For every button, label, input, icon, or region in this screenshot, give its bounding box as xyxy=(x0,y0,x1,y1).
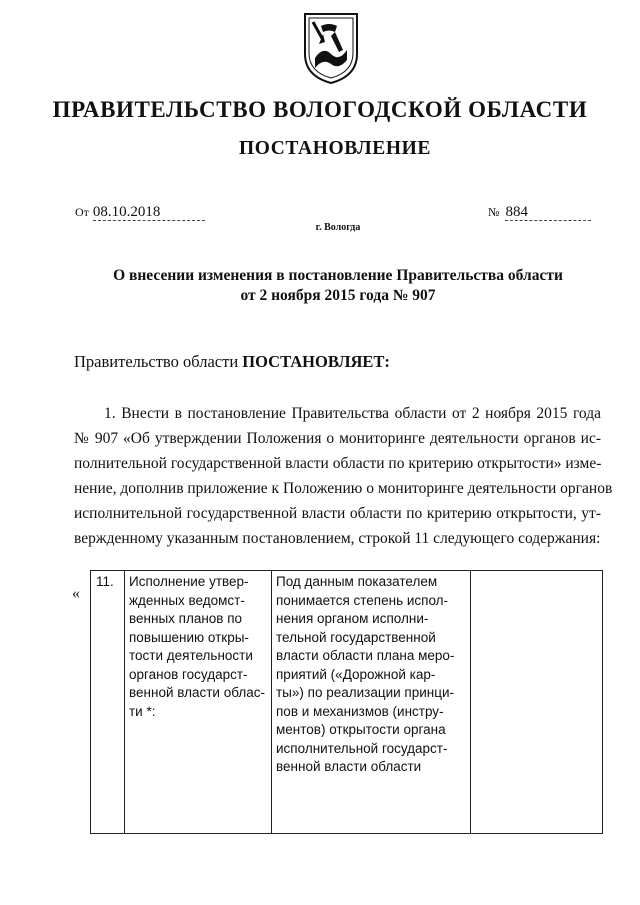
table-cell-line: Под данным показателем xyxy=(276,574,438,589)
table-cell-line: венной власти облас- xyxy=(129,685,265,700)
paragraph-line: полнительной государственной власти области по критерию открытости» изме- xyxy=(74,455,602,472)
date-value: 08.10.2018 xyxy=(93,204,205,221)
table-cell-line: венной власти области xyxy=(276,759,422,774)
table-cell-line: приятий («Дорожной кар- xyxy=(276,666,436,682)
paragraph-line: вержденному указанным постановлением, строкой 11 следующего содержания: xyxy=(74,530,601,547)
table-cell-line: тости деятельности xyxy=(129,648,253,663)
table-cell-line: ты») по реализации принци- xyxy=(276,685,454,700)
paragraph-line: нение, дополнив приложение к Положению о мониторинге деятельности органов xyxy=(74,480,613,497)
document-subject xyxy=(0,266,640,306)
date-label: От xyxy=(75,205,89,219)
table-cell-line: пов и механизмов (инстру- xyxy=(276,703,444,719)
decree-statement xyxy=(74,352,390,372)
paragraph-line: 1. Внести в постановление Правительства области от 2 ноября 2015 года xyxy=(104,405,601,422)
number-field xyxy=(488,204,591,221)
open-quote: « xyxy=(72,585,80,602)
table-cell-line: понимается степень испол- xyxy=(276,592,449,608)
table-cell-description xyxy=(276,573,454,777)
table-cell-number: 11. xyxy=(96,574,114,589)
table-cell-line: венных планов по xyxy=(129,611,243,626)
table-column-divider xyxy=(470,571,471,833)
paragraph-line: № 907 «Об утверждении Положения о мониторинге деятельности органов ис- xyxy=(74,430,601,447)
document-type: ПОСТАНОВЛЕНИЕ xyxy=(238,138,432,159)
number-label: № xyxy=(488,205,500,219)
table-cell-line: исполнительной государст- xyxy=(276,740,448,756)
coat-of-arms-icon xyxy=(301,10,361,86)
table-cell-line: ментов) открытости органа xyxy=(276,722,446,737)
table-cell-line: ти *: xyxy=(129,703,156,719)
table-cell-line: власти области плана меро- xyxy=(276,648,455,663)
table-column-divider xyxy=(271,571,272,833)
table-cell-line: тельной государственной xyxy=(276,629,436,645)
city: г. Вологда xyxy=(315,222,361,233)
table-cell-line: нения органом исполни- xyxy=(276,611,429,626)
decree-keyword: ПОСТАНОВЛЯЕТ: xyxy=(242,352,390,371)
date-field xyxy=(75,204,205,221)
subject-line: О внесении изменения в постановление Правительства области xyxy=(113,267,563,284)
number-value: 884 xyxy=(505,204,591,221)
subject-line: от 2 ноября 2015 года № 907 xyxy=(240,287,436,304)
table-cell-indicator xyxy=(129,573,265,721)
table-cell-line: повышению откры- xyxy=(129,629,249,645)
table-cell-line: органов государст- xyxy=(129,666,248,682)
table-column-divider xyxy=(124,571,125,833)
table-cell-line: жденных ведомст- xyxy=(129,592,245,608)
table-cell-line: Исполнение утвер- xyxy=(129,574,249,589)
government-title: ПРАВИТЕЛЬСТВО ВОЛОГОДСКОЙ ОБЛАСТИ xyxy=(52,97,588,122)
appendix-table xyxy=(90,570,603,834)
paragraph-line: исполнительной государственной власти области по критерию открытости, ут- xyxy=(74,505,601,522)
paragraph-1 xyxy=(74,401,613,551)
decree-prefix: Правительство области xyxy=(74,352,239,371)
